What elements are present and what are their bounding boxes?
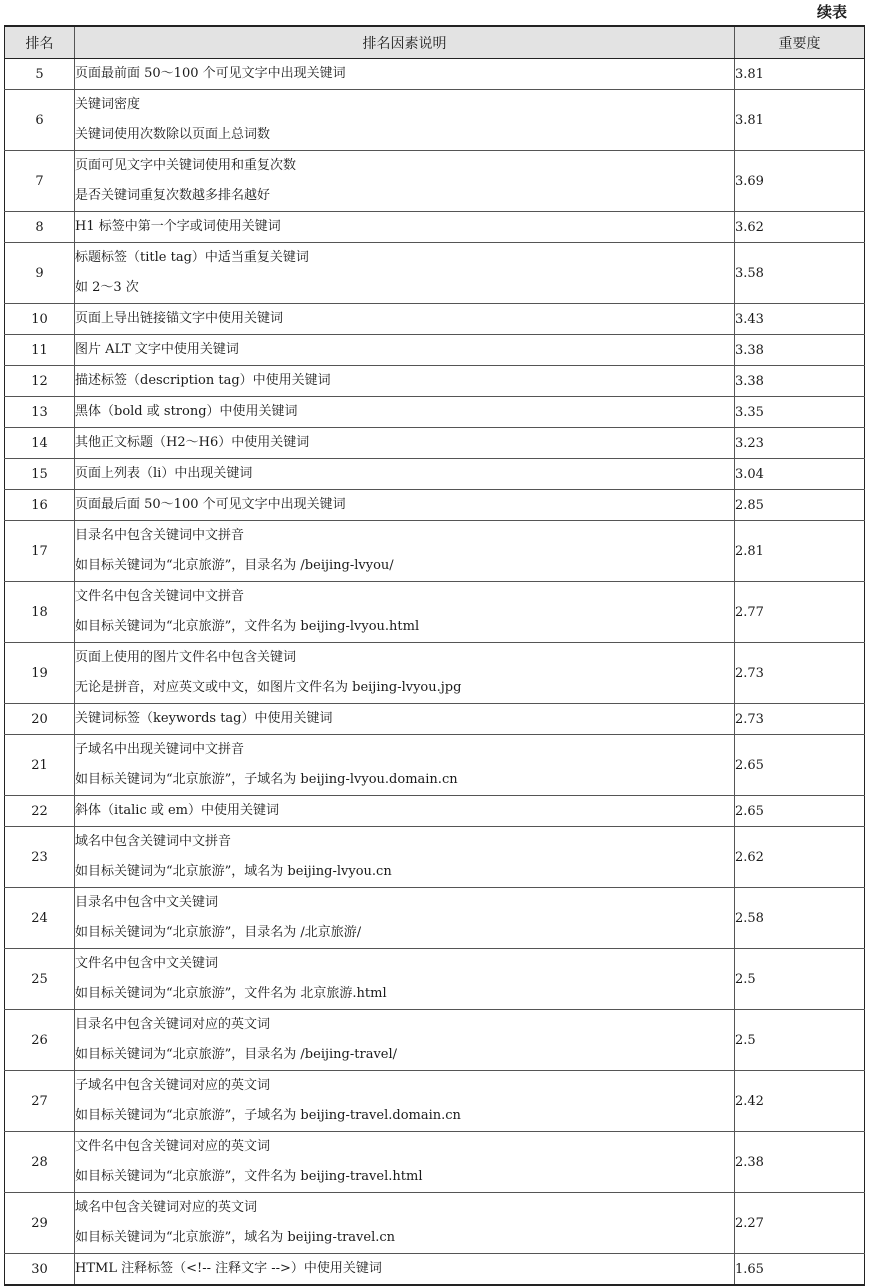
factor-line: 文件名中包含中文关键词	[75, 956, 219, 971]
table-row	[5, 212, 865, 243]
rank-cell: 9	[5, 243, 75, 304]
table-row	[5, 582, 865, 643]
rank-cell: 17	[5, 521, 75, 582]
factor-line: 如目标关键词为“北京旅游”，子域名为 beijing-travel.domain.cn	[75, 1108, 461, 1123]
factor-line: 如目标关键词为“北京旅游”，文件名为 beijing-lvyou.html	[75, 619, 420, 634]
table-row	[5, 90, 865, 151]
rank-cell: 11	[5, 335, 75, 366]
importance-cell: 2.58	[735, 888, 865, 949]
importance-cell: 2.65	[735, 796, 865, 827]
importance-cell: 3.81	[735, 59, 865, 90]
rank-cell: 8	[5, 212, 75, 243]
rank-cell: 26	[5, 1010, 75, 1071]
table-row	[5, 1132, 865, 1193]
rank-cell: 21	[5, 735, 75, 796]
table-row	[5, 366, 865, 397]
factor-cell	[75, 428, 735, 459]
factor-cell	[75, 1010, 735, 1071]
factor-line: 如目标关键词为“北京旅游”，域名为 beijing-travel.cn	[75, 1230, 396, 1245]
rank-cell: 29	[5, 1193, 75, 1254]
factor-cell	[75, 735, 735, 796]
factor-line: 目录名中包含关键词对应的英文词	[75, 1017, 271, 1032]
factor-line: 如 2～3 次	[75, 280, 139, 295]
rank-cell: 19	[5, 643, 75, 704]
rank-cell: 5	[5, 59, 75, 90]
factor-line: 如目标关键词为“北京旅游”，域名为 beijing-lvyou.cn	[75, 864, 392, 879]
importance-cell: 2.5	[735, 1010, 865, 1071]
importance-cell: 2.5	[735, 949, 865, 1010]
rank-cell: 27	[5, 1071, 75, 1132]
importance-cell: 3.62	[735, 212, 865, 243]
factor-line: 文件名中包含关键词中文拼音	[75, 589, 245, 604]
table-row	[5, 1193, 865, 1254]
table-row	[5, 397, 865, 428]
table-row	[5, 151, 865, 212]
factor-cell	[75, 59, 735, 90]
table-row	[5, 827, 865, 888]
factor-line: 页面上使用的图片文件名中包含关键词	[75, 650, 297, 665]
factor-line: 页面上列表（li）中出现关键词	[75, 466, 253, 481]
factor-cell	[75, 1193, 735, 1254]
continued-label: 续表	[816, 3, 847, 21]
factor-line: 页面上导出链接锚文字中使用关键词	[75, 311, 284, 326]
importance-cell: 3.43	[735, 304, 865, 335]
factor-line: HTML 注释标签（<!-- 注释文字 -->）中使用关键词	[75, 1261, 382, 1276]
table-header-row	[5, 26, 865, 59]
factor-line: 关键词标签（keywords tag）中使用关键词	[75, 711, 333, 726]
factor-line: 标题标签（title tag）中适当重复关键词	[75, 250, 309, 265]
factor-cell	[75, 304, 735, 335]
importance-cell: 2.42	[735, 1071, 865, 1132]
importance-cell: 2.73	[735, 643, 865, 704]
table-row	[5, 459, 865, 490]
factor-line: 其他正文标题（H2～H6）中使用关键词	[75, 435, 310, 450]
factor-cell	[75, 1254, 735, 1286]
rank-cell: 30	[5, 1254, 75, 1286]
factor-cell	[75, 397, 735, 428]
factor-line: 如目标关键词为“北京旅游”，目录名为 /beijing-lvyou/	[75, 558, 394, 573]
factor-cell	[75, 643, 735, 704]
factor-cell	[75, 704, 735, 735]
factor-line: 关键词密度	[75, 97, 141, 112]
importance-cell: 3.58	[735, 243, 865, 304]
table-row	[5, 521, 865, 582]
factor-cell	[75, 1071, 735, 1132]
factor-cell	[75, 582, 735, 643]
rank-cell: 10	[5, 304, 75, 335]
factor-cell	[75, 366, 735, 397]
factor-cell	[75, 335, 735, 366]
importance-cell: 2.65	[735, 735, 865, 796]
factor-line: 图片 ALT 文字中使用关键词	[75, 342, 239, 357]
importance-cell: 3.04	[735, 459, 865, 490]
table-row	[5, 1010, 865, 1071]
importance-cell: 3.81	[735, 90, 865, 151]
rank-cell: 12	[5, 366, 75, 397]
importance-cell: 3.23	[735, 428, 865, 459]
factor-line: 关键词使用次数除以页面上总词数	[75, 127, 271, 142]
importance-cell: 2.81	[735, 521, 865, 582]
factor-cell	[75, 949, 735, 1010]
table-row	[5, 643, 865, 704]
importance-cell: 1.65	[735, 1254, 865, 1286]
factor-line: 如目标关键词为“北京旅游”，目录名为 /beijing-travel/	[75, 1047, 398, 1062]
factor-cell	[75, 827, 735, 888]
rank-cell: 22	[5, 796, 75, 827]
table-row	[5, 59, 865, 90]
importance-cell: 3.69	[735, 151, 865, 212]
factor-line: 如目标关键词为“北京旅游”，文件名为 beijing-travel.html	[75, 1169, 423, 1184]
importance-cell: 3.38	[735, 366, 865, 397]
table-row	[5, 304, 865, 335]
factor-cell	[75, 212, 735, 243]
table-row	[5, 243, 865, 304]
importance-cell: 2.38	[735, 1132, 865, 1193]
factor-line: 如目标关键词为“北京旅游”，子域名为 beijing-lvyou.domain.cn	[75, 772, 458, 787]
factor-cell	[75, 151, 735, 212]
factor-line: 目录名中包含关键词中文拼音	[75, 528, 245, 543]
factor-cell	[75, 521, 735, 582]
header-rank: 排名	[5, 26, 75, 59]
table-row	[5, 1071, 865, 1132]
rank-cell: 13	[5, 397, 75, 428]
rank-cell: 28	[5, 1132, 75, 1193]
rank-cell: 23	[5, 827, 75, 888]
rank-cell: 20	[5, 704, 75, 735]
factor-line: 目录名中包含中文关键词	[75, 895, 219, 910]
factor-cell	[75, 459, 735, 490]
factor-line: 描述标签（description tag）中使用关键词	[75, 373, 331, 388]
table-row	[5, 796, 865, 827]
rank-cell: 16	[5, 490, 75, 521]
rank-cell: 15	[5, 459, 75, 490]
header-importance: 重要度	[735, 26, 865, 59]
factor-line: 页面最后面 50～100 个可见文字中出现关键词	[75, 497, 346, 512]
table-row	[5, 704, 865, 735]
factor-cell	[75, 796, 735, 827]
rank-cell: 24	[5, 888, 75, 949]
header-factor: 排名因素说明	[75, 26, 735, 59]
factor-line: 页面可见文字中关键词使用和重复次数	[75, 158, 297, 173]
factor-line: 子域名中包含关键词对应的英文词	[75, 1078, 271, 1093]
rank-cell: 14	[5, 428, 75, 459]
factor-cell	[75, 90, 735, 151]
factor-line: 是否关键词重复次数越多排名越好	[75, 188, 271, 203]
ranking-factors-table	[4, 25, 865, 1286]
rank-cell: 6	[5, 90, 75, 151]
table-body	[5, 59, 865, 1286]
importance-cell: 2.27	[735, 1193, 865, 1254]
factor-line: 文件名中包含关键词对应的英文词	[75, 1139, 271, 1154]
importance-cell: 2.77	[735, 582, 865, 643]
table-row	[5, 1254, 865, 1286]
factor-line: 页面最前面 50～100 个可见文字中出现关键词	[75, 66, 346, 81]
factor-cell	[75, 888, 735, 949]
factor-line: H1 标签中第一个字或词使用关键词	[75, 219, 281, 234]
factor-line: 无论是拼音，对应英文或中文，如图片文件名为 beijing-lvyou.jpg	[75, 680, 462, 695]
factor-cell	[75, 490, 735, 521]
rank-cell: 7	[5, 151, 75, 212]
factor-cell	[75, 243, 735, 304]
factor-line: 子域名中出现关键词中文拼音	[75, 742, 245, 757]
factor-line: 域名中包含关键词中文拼音	[75, 834, 232, 849]
importance-cell: 2.73	[735, 704, 865, 735]
importance-cell: 3.35	[735, 397, 865, 428]
table-row	[5, 735, 865, 796]
table-row	[5, 949, 865, 1010]
factor-cell	[75, 1132, 735, 1193]
importance-cell: 2.62	[735, 827, 865, 888]
factor-line: 黑体（bold 或 strong）中使用关键词	[75, 404, 298, 419]
table-row	[5, 888, 865, 949]
table-row	[5, 428, 865, 459]
factor-line: 斜体（italic 或 em）中使用关键词	[75, 803, 280, 818]
rank-cell: 25	[5, 949, 75, 1010]
importance-cell: 2.85	[735, 490, 865, 521]
table-row	[5, 490, 865, 521]
factor-line: 域名中包含关键词对应的英文词	[75, 1200, 258, 1215]
factor-line: 如目标关键词为“北京旅游”，文件名为 北京旅游.html	[75, 986, 387, 1001]
factor-line: 如目标关键词为“北京旅游”，目录名为 /北京旅游/	[75, 925, 362, 940]
importance-cell: 3.38	[735, 335, 865, 366]
table-row	[5, 335, 865, 366]
rank-cell: 18	[5, 582, 75, 643]
